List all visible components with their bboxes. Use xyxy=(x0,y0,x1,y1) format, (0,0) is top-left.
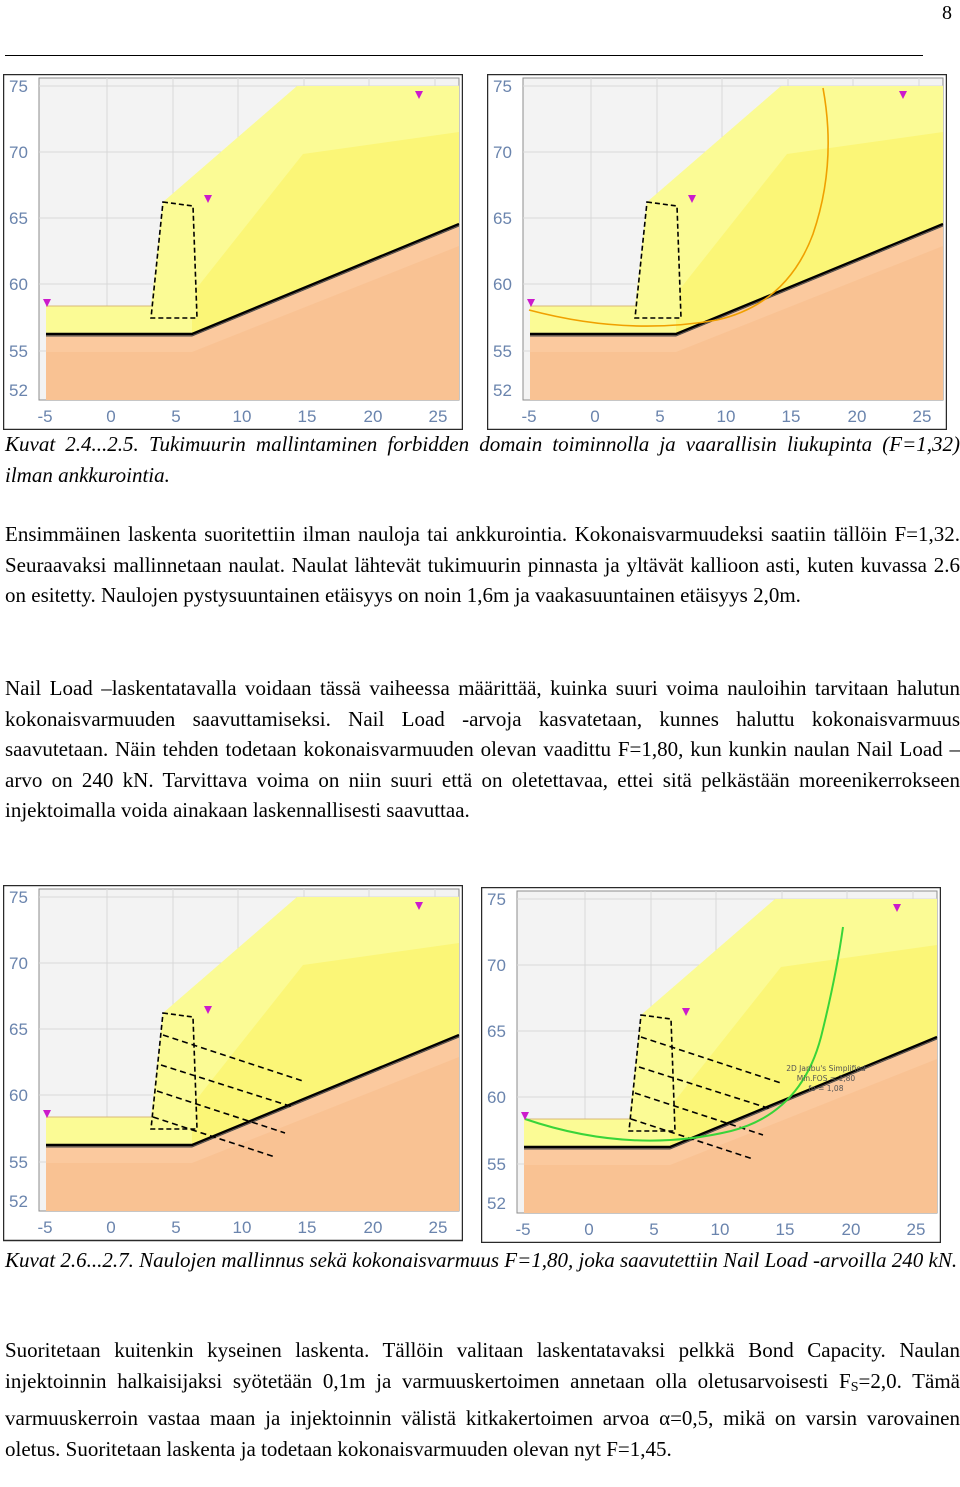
figure-2-7-y-tick: 75 xyxy=(487,890,506,909)
paragraph-3-text-b: =2,0. Tämä varmuuskerroin vastaa maan ja injektoinnin välistä kitkakertoimen arvoa α=0,5, mikä on varsin varovainen oletus. Suoritetaan laskenta ja todetaan kokonaisvarmuuden olevan nyt F=1,45. xyxy=(5,1368,960,1461)
figure-2-5-y-tick: 75 xyxy=(493,77,512,96)
figure-2-7-x-tick: 5 xyxy=(649,1220,659,1239)
paragraph-2: Nail Load –laskentatavalla voidaan tässä vaiheessa määrittää, kuinka suuri voima nauloihin tarvitaan halutun kokonaisvarmuuden saavuttamiseksi. Nail Load -arvoja kasvatetaan, kunnes haluttu kokonaisvarmuus saavutetaan. Näin tehden todetaan kokonaisvarmuuden olevan vaadittu F=1,80, kun kunkin naulan Nail Load –arvo on 240 kN. Tarvittava voima on niin suuri että on oletettavaa, ettei sitä pelkästään moreenikerrokseen injektoimalla voida ainakaan laskennallisesti saavuttaa. xyxy=(5,676,960,822)
figure-2-7-y-tick: 65 xyxy=(487,1022,506,1041)
figure-2-4-y-tick: 65 xyxy=(9,209,28,228)
figure-caption-2-4-2-5: Kuvat 2.4...2.5. Tukimuurin mallintaminen forbidden domain toiminnolla ja vaarallisin liukupinta (F=1,32) ilman ankkurointia. xyxy=(5,432,960,487)
figure-2-7-x-tick: 25 xyxy=(906,1220,926,1239)
figure-2-4-x-tick: 25 xyxy=(428,407,448,426)
figure-2-6-y-tick: 65 xyxy=(9,1020,28,1039)
figure-2-7-y-tick: 60 xyxy=(487,1088,506,1107)
figure-2-7-x-tick: 0 xyxy=(584,1220,594,1239)
figure-2-5-y-tick: 52 xyxy=(493,381,512,400)
figure-2-4-plot xyxy=(3,74,463,430)
figure-2-4-y-tick: 75 xyxy=(9,77,28,96)
header-rule xyxy=(5,55,923,56)
figure-2-6-y-tick: 55 xyxy=(9,1153,28,1172)
figure-2-5-y-tick: 70 xyxy=(493,143,512,162)
figure-2-7-x-tick: 10 xyxy=(710,1220,730,1239)
paragraph-3 xyxy=(5,1335,960,1464)
figure-caption-2-6-2-7: Kuvat 2.6...2.7. Naulojen mallinnus sekä kokonaisvarmuus F=1,80, joka saavutettiin Nail Load -arvoilla 240 kN. xyxy=(5,1248,958,1272)
figure-2-5-y-tick: 60 xyxy=(493,275,512,294)
figure-2-6-y-tick: 75 xyxy=(9,888,28,907)
figure-2-7-x-tick: 15 xyxy=(775,1220,795,1239)
figure-2-6 xyxy=(3,885,463,1243)
paragraph-3-subscript: S xyxy=(850,1379,859,1395)
figure-2-5-y-tick: 55 xyxy=(493,342,512,361)
figure-2-6-x-tick: 5 xyxy=(171,1218,181,1237)
figure-2-7-slip-label: Min.FOS = 1,80 xyxy=(796,1074,856,1083)
paragraph-3-text-a: Suoritetaan kuitenkin kyseinen laskenta. Tällöin valitaan laskentatavaksi pelkkä Bond Capacity. Naulan injektoinnin halkaisijaksi syötetään 0,1m ja varmuuskertoimen annetaan olla oletusarvoisesti F xyxy=(5,1338,960,1393)
figure-2-6-x-tick: 20 xyxy=(363,1218,383,1237)
figure-2-7-y-tick: 70 xyxy=(487,956,506,975)
figure-2-4-x-tick: -5 xyxy=(37,407,53,426)
figure-2-7-slip-label: 2D Janbu's Simplified xyxy=(786,1064,866,1073)
figure-2-6-plot xyxy=(3,885,463,1243)
figure-2-4-x-tick: 20 xyxy=(363,407,383,426)
figure-2-5-x-tick: 25 xyxy=(912,407,932,426)
figure-2-4-x-tick: 0 xyxy=(106,407,116,426)
figure-2-7-x-tick: -5 xyxy=(515,1220,531,1239)
figure-2-5-x-tick: 5 xyxy=(655,407,665,426)
figure-2-4-x-tick: 5 xyxy=(171,407,181,426)
figure-2-4-y-tick: 70 xyxy=(9,143,28,162)
figure-2-5-x-tick: 10 xyxy=(716,407,736,426)
figure-2-4-x-tick: 15 xyxy=(297,407,317,426)
figure-2-5-plot xyxy=(487,74,947,430)
figure-2-6-y-tick: 60 xyxy=(9,1086,28,1105)
figure-2-5-y-tick: 65 xyxy=(493,209,512,228)
figure-2-4-y-tick: 55 xyxy=(9,342,28,361)
figure-2-7-plot xyxy=(481,887,941,1243)
figure-2-4 xyxy=(3,74,463,430)
figure-2-5-x-tick: 0 xyxy=(590,407,600,426)
figure-2-6-x-tick: 0 xyxy=(106,1218,116,1237)
figure-2-7-y-tick: 52 xyxy=(487,1194,506,1213)
figure-2-5-x-tick: 20 xyxy=(847,407,867,426)
figure-2-7 xyxy=(481,887,941,1243)
figure-2-6-x-tick: -5 xyxy=(37,1218,53,1237)
figure-2-6-x-tick: 15 xyxy=(297,1218,317,1237)
figure-2-6-x-tick: 25 xyxy=(428,1218,448,1237)
figure-2-5-x-tick: -5 xyxy=(521,407,537,426)
figure-2-4-y-tick: 60 xyxy=(9,275,28,294)
figure-2-5 xyxy=(487,74,947,430)
figure-2-5-x-tick: 15 xyxy=(781,407,801,426)
figure-2-6-x-tick: 10 xyxy=(232,1218,252,1237)
figure-2-6-y-tick: 70 xyxy=(9,954,28,973)
figure-2-6-y-tick: 52 xyxy=(9,1192,28,1211)
figure-2-4-x-tick: 10 xyxy=(232,407,252,426)
figure-2-7-slip-label: fo = 1,08 xyxy=(808,1084,844,1093)
paragraph-1: Ensimmäinen laskenta suoritettiin ilman nauloja tai ankkurointia. Kokonaisvarmuudeksi saatiin tällöin F=1,32. Seuraavaksi mallinnetaan naulat. Naulat lähtevät tukimuurin pinnasta ja yltävät kallioon asti, kuten kuvassa 2.6 on esitetty. Naulojen pystysuuntainen etäisyys on noin 1,6m ja vaakasuuntainen etäisyys 2,0m. xyxy=(5,522,960,607)
page-number: 8 xyxy=(942,2,952,24)
figure-2-7-y-tick: 55 xyxy=(487,1155,506,1174)
figure-2-4-y-tick: 52 xyxy=(9,381,28,400)
figure-2-7-x-tick: 20 xyxy=(841,1220,861,1239)
